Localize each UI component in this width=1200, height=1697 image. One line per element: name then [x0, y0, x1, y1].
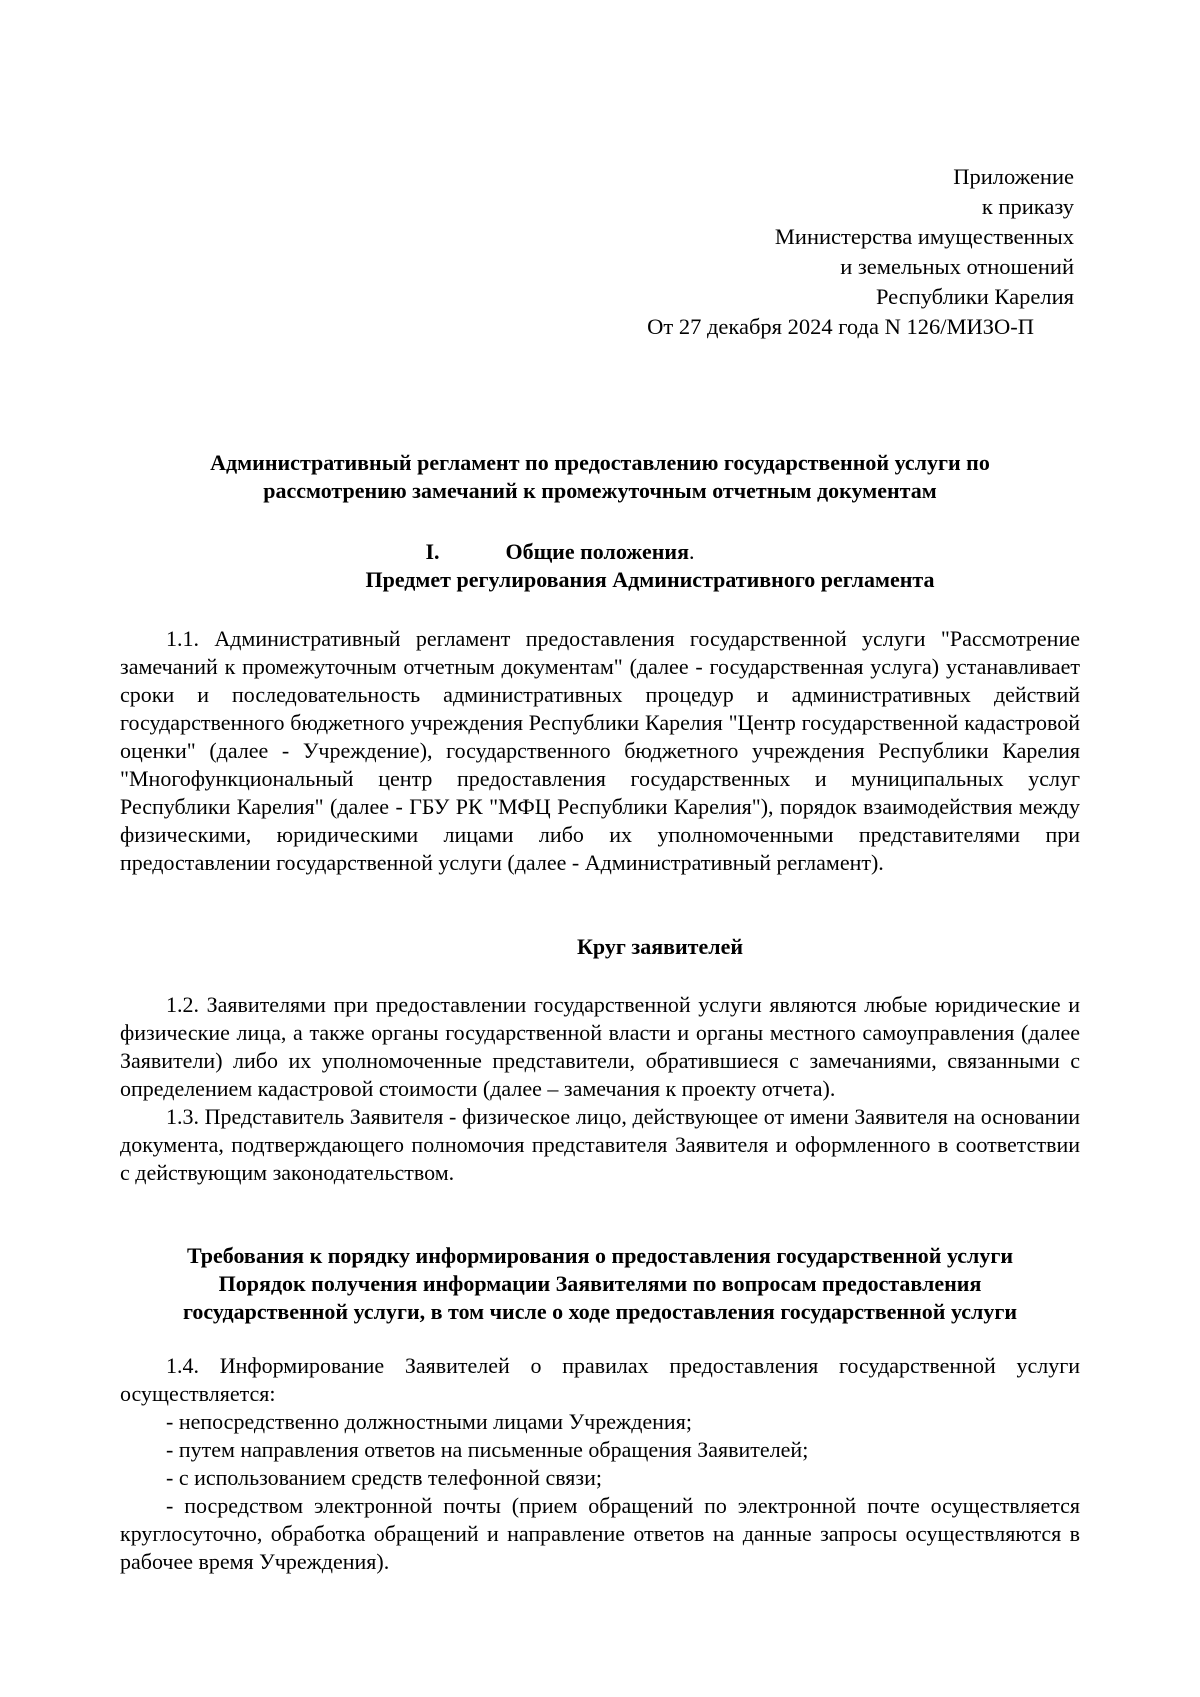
list-item: - непосредственно должностными лицами Учреждения; [166, 1409, 692, 1434]
requirements-heading-line-1: Требования к порядку информирования о предоставления государственной услуги [186, 1243, 1014, 1268]
requirements-heading-line-2: Порядок получения информации Заявителями по вопросам предоставления [218, 1271, 982, 1296]
appendix-line-4: и земельных отношений [840, 254, 1074, 279]
paragraph-1-1: 1.1. Административный регламент предоставления государственной услуги "Рассмотрение замечаний к промежуточным отчетным документам" (далее - государственная услуга) устанавливает сроки и последовательность административных процедур и административных действий государственного бюджетного учреждения Республики Карелия "Центр государственной кадастровой оценки" (далее - Учреждение), государственного бюджетного учреждения Республики Карелия "Многофункциональный центр предоставления государственных и муниципальных услуг Республики Карелия" (далее - ГБУ РК "МФЦ Республики Карелия"), порядок взаимодействия между физическими, юридическими лицами либо их уполномоченными представителями при предоставлении государственной услуги (далее - Административный регламент). [120, 626, 1080, 875]
section-1-heading [120, 538, 1080, 594]
appendix-line-2: к приказу [981, 194, 1074, 219]
appendix-line-3: Министерства имущественных [774, 224, 1074, 249]
paragraphs-1-2-1-3-block [120, 991, 1080, 1187]
title-line-1: Административный регламент по предоставлению государственной услуги по [210, 450, 990, 475]
requirements-heading-line-3: государственной услуги, в том числе о ходе предоставления государственной услуги [182, 1299, 1018, 1324]
requirements-heading [120, 1242, 1080, 1326]
appendix-header [374, 162, 1074, 342]
section-title-dot: . [689, 539, 695, 564]
section-subtitle: Предмет регулирования Административного регламента [365, 567, 935, 592]
paragraph-1-1-block [120, 625, 1080, 877]
list-item: - с использованием средств телефонной связи; [166, 1465, 603, 1490]
list-item: - посредством электронной почты (прием обращений по электронной почте осуществляется круглосуточно, обработка обращений и направление ответов на данные запросы осуществляются в рабочее время Учреждения). [120, 1493, 1080, 1574]
paragraph-1-2: 1.2. Заявителями при предоставлении государственной услуги являются любые юридические и физические лица, а также органы государственной власти и органы местного самоуправления (далее Заявители) либо их уполномоченные представители, обратившиеся с замечаниями, связанными с определением кадастровой стоимости (далее – замечания к проекту отчета). [120, 992, 1080, 1101]
paragraph-1-4: 1.4. Информирование Заявителей о правилах предоставления государственной услуги осуществляется: [120, 1353, 1080, 1406]
appendix-line-5: Республики Карелия [875, 284, 1074, 309]
title-line-2: рассмотрению замечаний к промежуточным отчетным документам [263, 478, 937, 503]
paragraph-1-3: 1.3. Представитель Заявителя - физическое лицо, действующее от имени Заявителя на основании документа, подтверждающего полномочия представителя Заявителя и оформленного в соответствии с действующим законодательством. [120, 1104, 1080, 1185]
list-item: - путем направления ответов на письменные обращения Заявителей; [166, 1437, 809, 1462]
section-number: I. [425, 539, 440, 564]
applicants-heading: Круг заявителей [576, 934, 744, 959]
section-title: Общие положения [505, 539, 689, 564]
appendix-line-1: Приложение [953, 164, 1074, 189]
document-title [120, 449, 1080, 505]
appendix-order-date: От 27 декабря 2024 года N 126/МИЗО-П [647, 314, 1034, 339]
paragraph-1-4-block [120, 1352, 1080, 1576]
